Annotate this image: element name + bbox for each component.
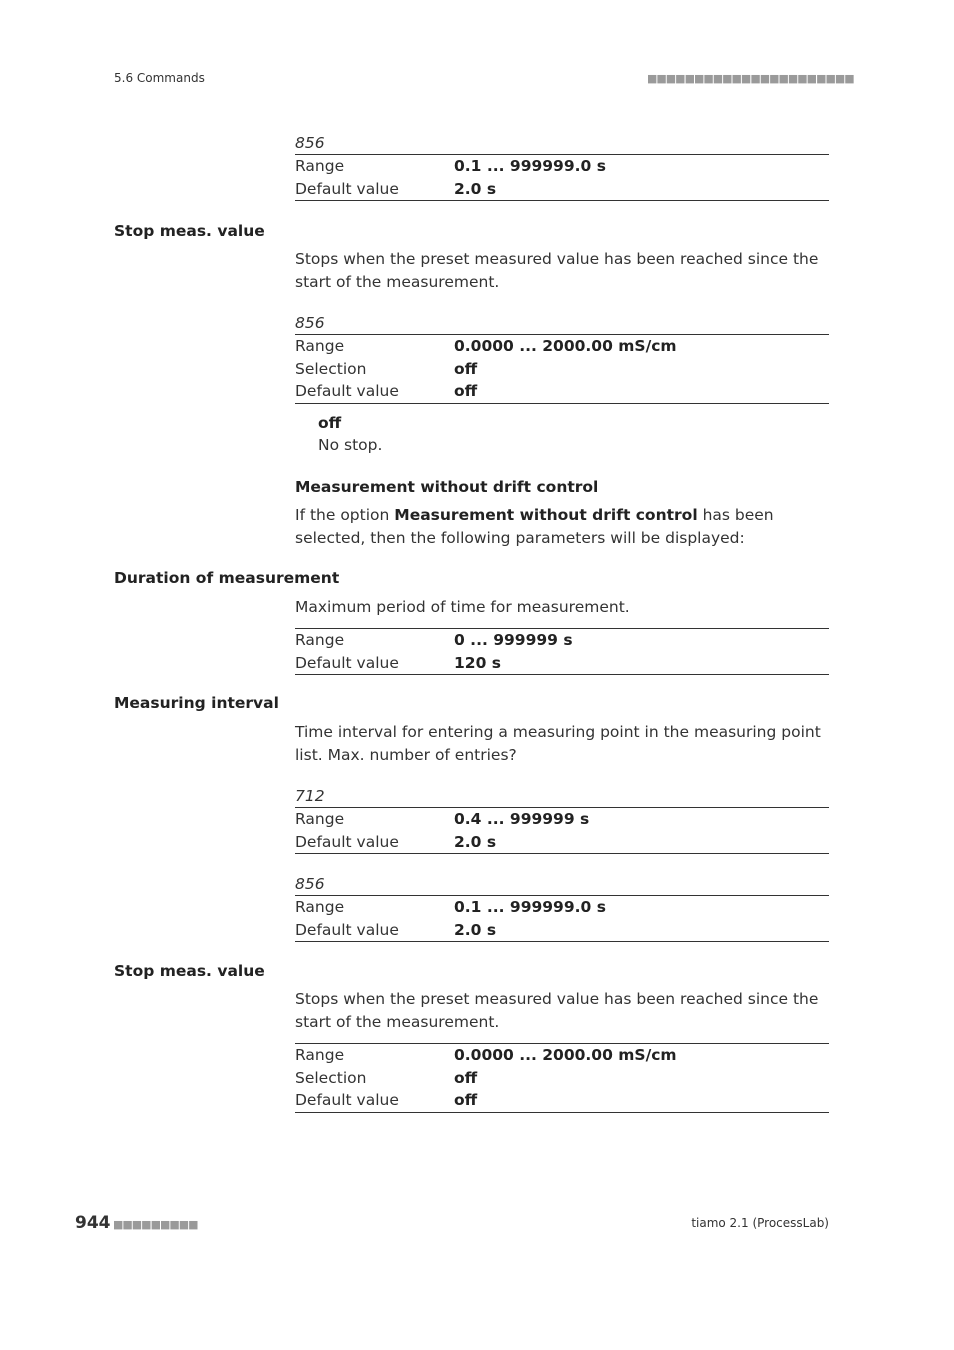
device-label: 856: [295, 134, 325, 152]
option-reference: Measurement without drift control: [394, 506, 698, 524]
stop-meas-description-2: Stops when the preset measured value has been reached since the start of the measurement.: [295, 990, 819, 1031]
param-table-712: [295, 785, 829, 854]
page-number: 944: [75, 1213, 111, 1233]
table-row: [295, 652, 829, 675]
table-row: [295, 178, 829, 201]
param-key: Selection: [295, 359, 367, 378]
param-key: Default value: [295, 382, 399, 400]
subheading-no-drift-control: Measurement without drift control: [295, 478, 599, 496]
stop-meas-description: Stops when the preset measured value has been reached since the start of the measurement.: [295, 250, 819, 291]
table-row: [295, 335, 829, 358]
param-key: Range: [295, 337, 345, 355]
table-row: [295, 1089, 829, 1112]
no-drift-description: [295, 504, 829, 549]
param-value: off: [454, 1091, 478, 1109]
param-value: 0.0000 ... 2000.00 mS/cm: [454, 1046, 677, 1064]
table-row: [295, 629, 829, 652]
param-key: Selection: [295, 1068, 367, 1087]
param-value: 2.0 s: [454, 832, 497, 851]
param-table-856-interval: [295, 873, 829, 942]
param-value: 0.0000 ... 2000.00 mS/cm: [454, 337, 677, 355]
table-row: [295, 358, 829, 381]
param-key: Default value: [295, 832, 399, 851]
option-name-off: off: [318, 414, 342, 432]
param-key: Default value: [295, 653, 399, 672]
param-value: off: [454, 359, 478, 378]
table-row: [295, 155, 829, 178]
param-table-duration: [295, 628, 829, 675]
text-part: If the option: [295, 506, 395, 524]
param-key: Range: [295, 157, 345, 175]
footer-decoration-dots: ■■■■■■■■■: [113, 1218, 198, 1231]
param-value: 0.1 ... 999999.0 s: [454, 157, 606, 175]
table-row: [295, 896, 829, 919]
table-row: [295, 808, 829, 831]
param-value: 0 ... 999999 s: [454, 631, 573, 649]
param-value: 2.0 s: [454, 179, 497, 198]
param-table-stop-2: [295, 1043, 829, 1113]
param-table-856-stop: [295, 312, 829, 404]
text-part: has been selected, then the following parameters will be displayed:: [295, 506, 774, 547]
param-key: Range: [295, 898, 345, 916]
header-section-title: 5.6 Commands: [114, 71, 205, 85]
param-value: 0.4 ... 999999 s: [454, 810, 590, 828]
table-row: [295, 919, 829, 942]
param-key: Default value: [295, 1091, 399, 1109]
table-row: [295, 1067, 829, 1090]
interval-description: Time interval for entering a measuring point in the measuring point list. Max. number of entries?: [295, 723, 821, 764]
param-key: Default value: [295, 179, 399, 198]
param-value: 2.0 s: [454, 920, 497, 939]
param-value: off: [454, 1068, 478, 1087]
option-description: No stop.: [318, 436, 383, 454]
header-decoration-dots: ■■■■■■■■■■■■■■■■■■■■■■: [647, 72, 854, 85]
param-key: Range: [295, 631, 345, 649]
table-rule: [295, 853, 829, 854]
section-heading-duration: Duration of measurement: [114, 569, 340, 587]
param-table-856-first: [295, 132, 829, 201]
footer-product-name: tiamo 2.1 (ProcessLab): [691, 1216, 829, 1230]
section-heading-stop-meas-value: Stop meas. value: [114, 222, 265, 240]
param-value: 120 s: [454, 653, 501, 672]
param-key: Default value: [295, 920, 399, 939]
section-heading-measuring-interval: Measuring interval: [114, 694, 279, 712]
device-label: 856: [295, 875, 325, 893]
device-label: 712: [295, 787, 325, 805]
table-row: [295, 380, 829, 403]
table-rule: [295, 200, 829, 201]
duration-description: Maximum period of time for measurement.: [295, 598, 630, 616]
param-value: off: [454, 382, 478, 400]
table-rule: [295, 674, 829, 675]
param-key: Range: [295, 810, 345, 828]
table-rule: [295, 1112, 829, 1113]
param-key: Range: [295, 1046, 345, 1064]
table-rule: [295, 941, 829, 942]
table-rule: [295, 403, 829, 404]
table-row: [295, 831, 829, 854]
table-row: [295, 1044, 829, 1067]
param-value: 0.1 ... 999999.0 s: [454, 898, 606, 916]
device-label: 856: [295, 314, 325, 332]
section-heading-stop-meas-value-2: Stop meas. value: [114, 962, 265, 980]
